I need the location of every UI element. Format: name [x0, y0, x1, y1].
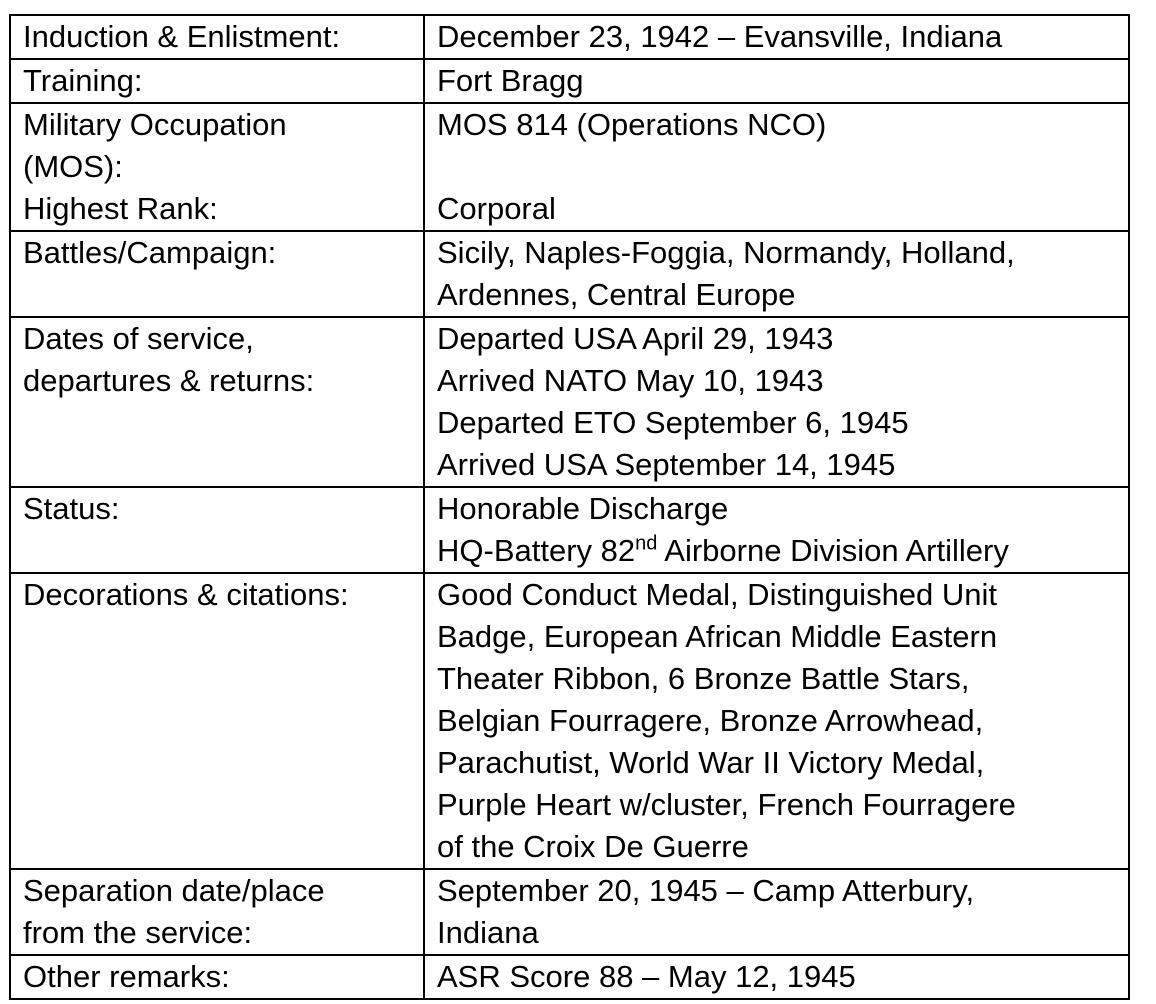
label-line: Dates of service, — [23, 321, 254, 356]
value-line: ASR Score 88 – May 12, 1945 — [437, 959, 856, 994]
row-value — [424, 869, 1129, 955]
label-line: Military Occupation — [23, 107, 287, 142]
value-line: Parachutist, World War II Victory Medal, — [437, 745, 985, 780]
table-row-mos — [10, 103, 1129, 231]
row-value — [424, 231, 1129, 317]
value-line: Purple Heart w/cluster, French Fourragere — [437, 787, 1016, 822]
unit-suffix: Airborne Division Artillery — [657, 533, 1009, 568]
value-line: Belgian Fourragere, Bronze Arrowhead, — [437, 703, 984, 738]
row-label — [10, 573, 424, 869]
value-line: Ardennes, Central Europe — [437, 277, 796, 312]
row-label — [10, 869, 424, 955]
value-line: Corporal — [437, 191, 556, 226]
ordinal-suffix: nd — [635, 532, 658, 555]
row-label — [10, 955, 424, 999]
label-line: (MOS): — [23, 149, 123, 184]
row-value — [424, 487, 1129, 573]
table-row-training — [10, 59, 1129, 103]
table-row-separation — [10, 869, 1129, 955]
value-line: Fort Bragg — [437, 63, 584, 98]
table-row-battles — [10, 231, 1129, 317]
table-row-dates — [10, 317, 1129, 487]
label-line: Status: — [23, 491, 120, 526]
value-line: September 20, 1945 – Camp Atterbury, — [437, 873, 975, 908]
row-label — [10, 15, 424, 59]
unit-prefix: HQ-Battery 82 — [437, 533, 636, 568]
value-line: Departed ETO September 6, 1945 — [437, 405, 909, 440]
row-value — [424, 15, 1129, 59]
value-line: Good Conduct Medal, Distinguished Unit — [437, 577, 998, 612]
value-line: Sicily, Naples-Foggia, Normandy, Holland, — [437, 235, 1015, 270]
value-line: Badge, European African Middle Eastern — [437, 619, 998, 654]
value-line: Departed USA April 29, 1943 — [437, 321, 834, 356]
value-line: December 23, 1942 – Evansville, Indiana — [437, 19, 1003, 54]
label-line: Training: — [23, 63, 143, 98]
value-line: Arrived USA September 14, 1945 — [437, 447, 896, 482]
row-label — [10, 103, 424, 231]
label-line: Battles/Campaign: — [23, 235, 277, 270]
value-line: Theater Ribbon, 6 Bronze Battle Stars, — [437, 661, 970, 696]
row-label — [10, 59, 424, 103]
label-line: Separation date/place — [23, 873, 325, 908]
label-line: from the service: — [23, 915, 253, 950]
value-line: MOS 814 (Operations NCO) — [437, 107, 827, 142]
service-record-table — [9, 14, 1130, 1000]
value-line: Honorable Discharge — [437, 491, 729, 526]
label-line: Other remarks: — [23, 959, 230, 994]
row-value — [424, 317, 1129, 487]
value-line: Arrived NATO May 10, 1943 — [437, 363, 824, 398]
row-label — [10, 317, 424, 487]
row-value — [424, 59, 1129, 103]
table-row-status — [10, 487, 1129, 573]
row-label — [10, 487, 424, 573]
row-value — [424, 955, 1129, 999]
value-line: of the Croix De Guerre — [437, 829, 749, 864]
table-row-decorations — [10, 573, 1129, 869]
row-value — [424, 103, 1129, 231]
label-line: Decorations & citations: — [23, 577, 349, 612]
label-line: Induction & Enlistment: — [23, 19, 341, 54]
value-line-blank — [437, 146, 1128, 188]
value-line: Indiana — [437, 915, 539, 950]
table-row-induction — [10, 15, 1129, 59]
value-line — [437, 530, 1128, 572]
row-label — [10, 231, 424, 317]
table-row-remarks — [10, 955, 1129, 999]
label-line: departures & returns: — [23, 363, 315, 398]
row-value — [424, 573, 1129, 869]
label-line: Highest Rank: — [23, 191, 218, 226]
